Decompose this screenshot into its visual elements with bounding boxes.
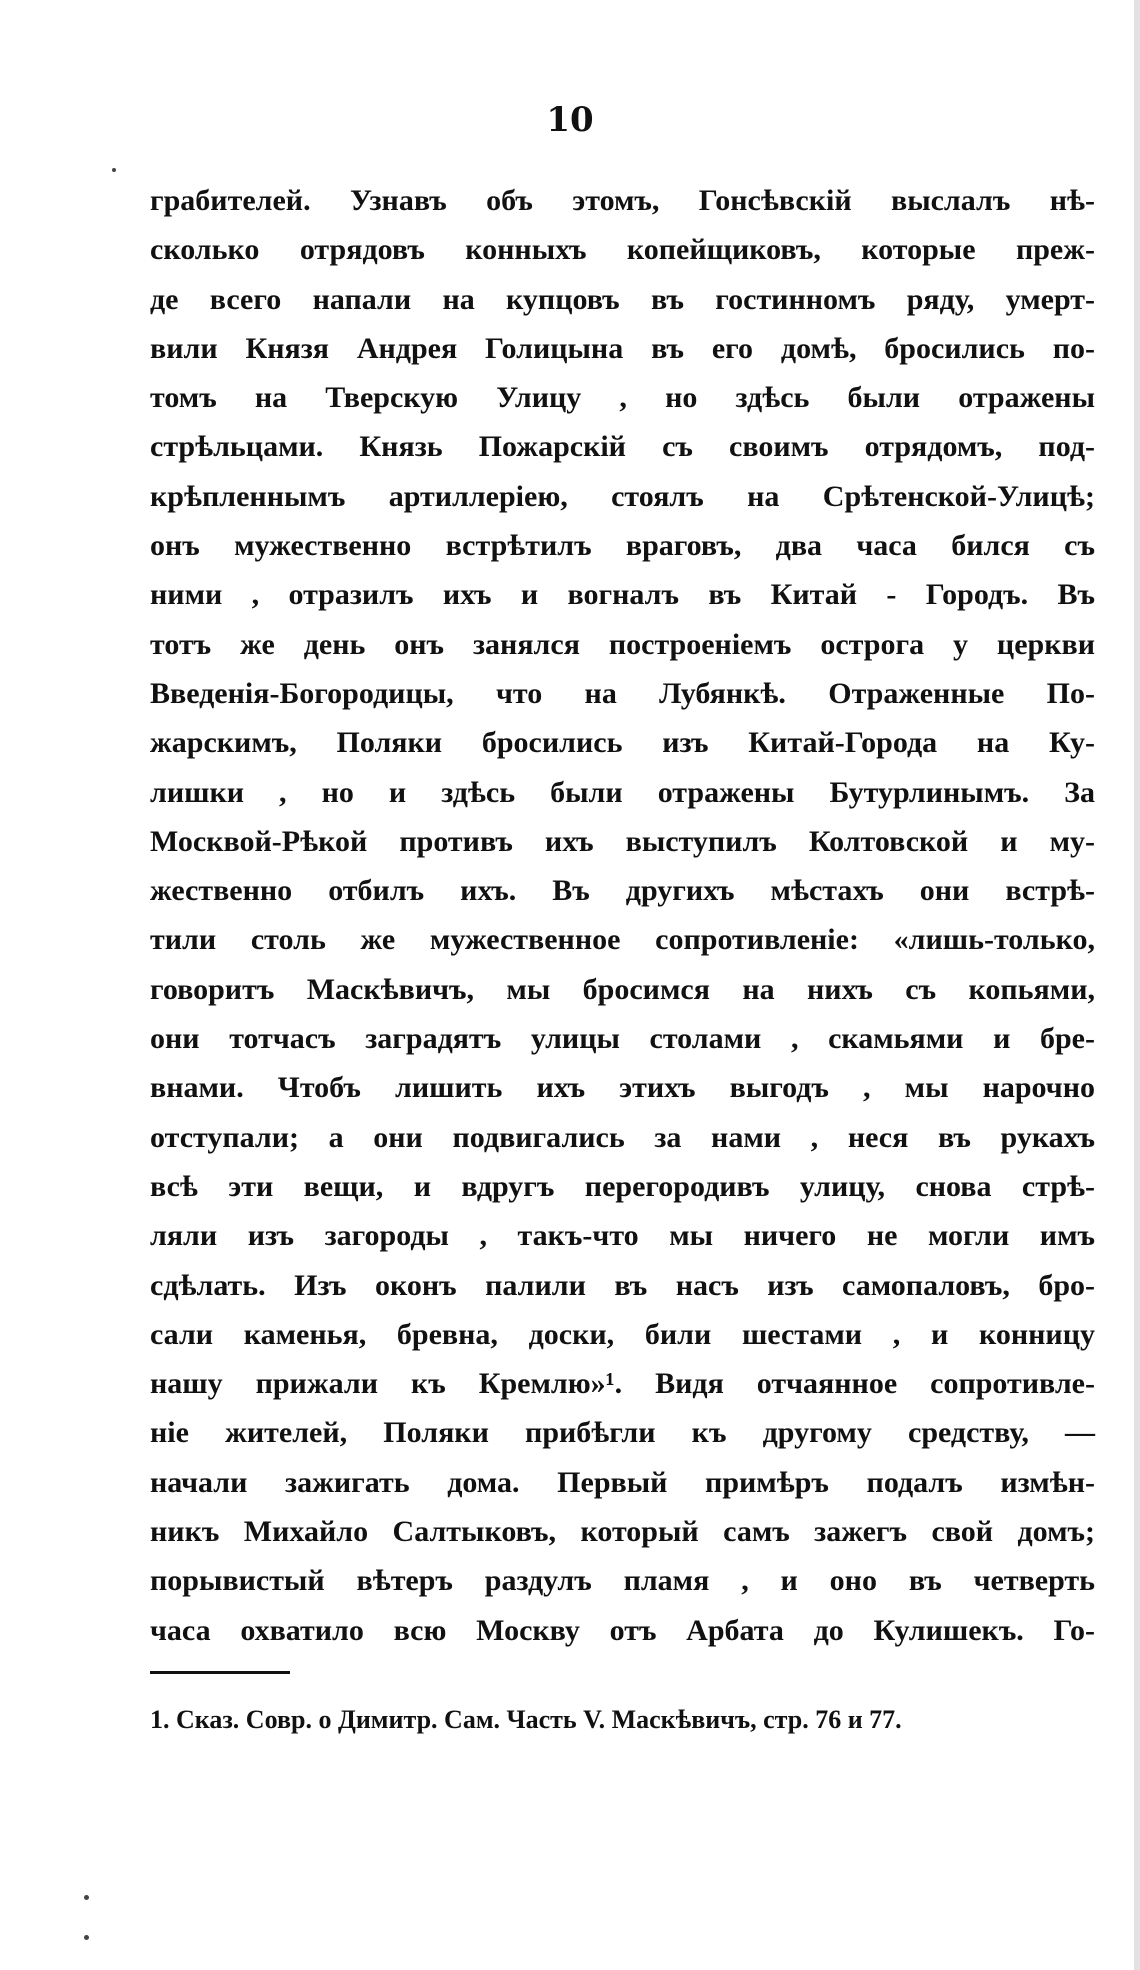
text-line: никъ Михайло Салтыковъ, который самъ зажегъ свой домъ; [150, 1515, 1095, 1549]
text-line: жарскимъ, Поляки бросились изъ Китай-Города на Ку- [150, 726, 1095, 760]
text-line: лишки , но и здѣсь были отражены Бутурлинымъ. За [150, 775, 1095, 809]
text-line: стрѣльцами. Князь Пожарскій съ своимъ отрядомъ, под- [150, 430, 1095, 464]
text-line: сали каменья, бревна, доски, били шестами , и конницу [150, 1317, 1095, 1351]
text-line: Введенія-Богородицы, что на Лубянкѣ. Отраженные По- [150, 676, 1095, 710]
text-line: сдѣлать. Изъ оконъ палили въ насъ изъ самопаловъ, бро- [150, 1268, 1095, 1302]
text-line: грабителей. Узнавъ объ этомъ, Гонсѣвскій выслалъ нѣ- [150, 184, 1095, 217]
text-line: сколько отрядовъ конныхъ копейщиковъ, которые преж- [150, 233, 1095, 267]
text-line: жественно отбилъ ихъ. Въ другихъ мѣстахъ они встрѣ- [150, 874, 1095, 908]
text-line: часа охватило всю Москву отъ Арбата до Кулишекъ. Го- [150, 1613, 1095, 1647]
footnote-divider [150, 1671, 290, 1674]
text-line: де всего напали на купцовъ въ гостинномъ ряду, умерт- [150, 282, 1095, 316]
text-line: говоритъ Маскѣвичъ, мы бросимся на нихъ съ копьями, [150, 972, 1095, 1006]
text-line: начали зажигать дома. Первый примѣръ подалъ измѣн- [150, 1465, 1095, 1499]
text-line: ніе жителей, Поляки прибѣгли къ другому средству, — [150, 1416, 1095, 1450]
scan-speck [84, 1935, 89, 1940]
body-text [150, 176, 1095, 1655]
text-line: нашу прижали къ Кремлю»¹. Видя отчаянное сопротивле- [150, 1367, 1095, 1401]
scan-speck [84, 1895, 89, 1900]
text-line: ними , отразилъ ихъ и вогналъ въ Китай - Городъ. Въ [150, 578, 1095, 612]
text-line: всѣ эти вещи, и вдругъ перегородивъ улицу, снова стрѣ- [150, 1169, 1095, 1203]
footnote: 1. Сказ. Совр. о Димитр. Сам. Часть V. Маскѣвичъ, стр. 76 и 77. [150, 1705, 902, 1734]
text-line: они тотчасъ заградятъ улицы столами , скамьями и бре- [150, 1022, 1095, 1056]
scan-speck [112, 168, 116, 172]
text-line: отступали; а они подвигались за нами , неся въ рукахъ [150, 1120, 1095, 1154]
text-line: онъ мужественно встрѣтилъ враговъ, два часа бился съ [150, 529, 1095, 563]
text-line: Москвой-Рѣкой противъ ихъ выступилъ Колтовской и му- [150, 824, 1095, 858]
text-line: тили столь же мужественное сопротивленіе: «лишь-только, [150, 923, 1095, 957]
text-line: тотъ же день онъ занялся построеніемъ острога у церкви [150, 627, 1095, 661]
text-line: вили Князя Андрея Голицына въ его домѣ, бросились по- [150, 331, 1095, 365]
page-number: 10 [546, 100, 594, 140]
text-line: ляли изъ загороды , такъ-что мы ничего не могли имъ [150, 1219, 1095, 1253]
text-line: крѣпленнымъ артиллеріею, стоялъ на Срѣтенской-Улицѣ; [150, 479, 1095, 513]
text-line: внами. Чтобъ лишить ихъ этихъ выгодъ , мы нарочно [150, 1071, 1095, 1105]
page-edge-shadow [1134, 0, 1140, 1970]
text-line: томъ на Тверскую Улицу , но здѣсь были отражены [150, 381, 1095, 415]
text-line: порывистый вѣтеръ раздулъ пламя , и оно въ четверть [150, 1564, 1095, 1598]
